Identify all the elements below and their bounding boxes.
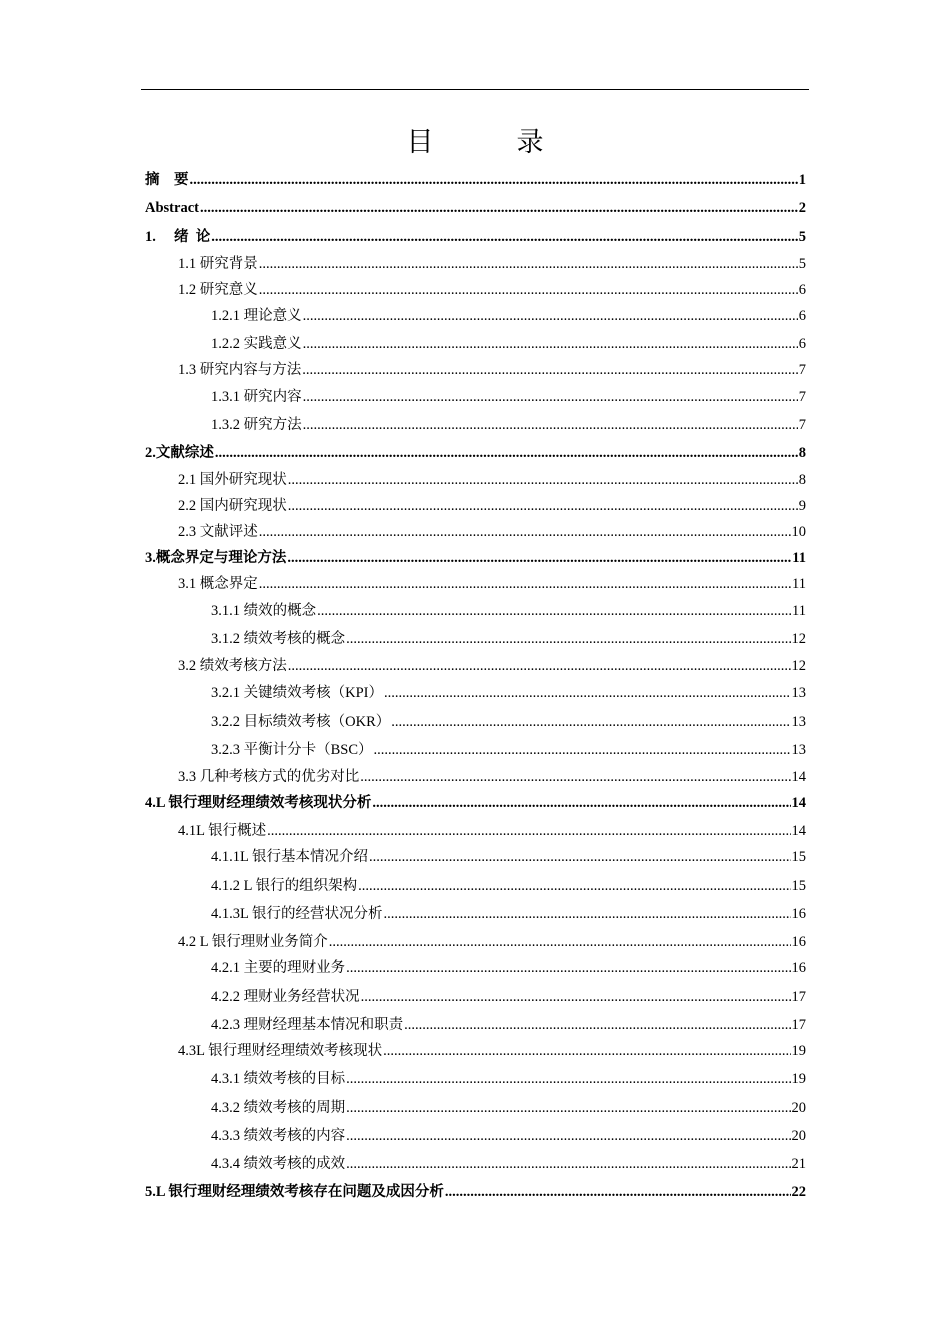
toc-entry-label: 1. 绪 论: [145, 229, 211, 245]
toc-dot-leader: [346, 628, 790, 650]
toc-entry-label: 4.1.2 L 银行的组织架构: [211, 878, 358, 894]
toc-entry-label: 4.2.3 理财经理基本情况和职责: [211, 1017, 404, 1033]
toc-entry-label: 3.1 概念界定: [178, 576, 258, 592]
toc-dot-leader: [259, 279, 798, 301]
toc-entry[interactable]: [178, 279, 806, 301]
toc-dot-leader: [303, 386, 798, 408]
toc-entry-page: 16: [791, 960, 806, 976]
toc-entry-page: 19: [791, 1071, 806, 1087]
toc-entry-page: 8: [798, 445, 806, 461]
toc-entry-label: 1.2.1 理论意义: [211, 308, 302, 324]
toc-entry-page: 1: [798, 172, 806, 188]
toc-entry-label: 1.3.2 研究方法: [211, 417, 302, 433]
toc-entry[interactable]: [211, 682, 806, 704]
toc-entry[interactable]: [211, 305, 806, 327]
toc-entry-label: 1.2.2 实践意义: [211, 336, 302, 352]
toc-entry[interactable]: [211, 1125, 806, 1147]
toc-entry[interactable]: [178, 1040, 806, 1062]
toc-dot-leader: [288, 655, 791, 677]
toc-entry-page: 17: [791, 1017, 806, 1033]
toc-entry-label: 3.1.1 绩效的概念: [211, 603, 317, 619]
toc-entry-label: 5.L 银行理财经理绩效考核存在问题及成因分析: [145, 1184, 444, 1200]
toc-dot-leader: [288, 469, 798, 491]
toc-entry-page: 7: [798, 417, 806, 433]
toc-entry-label: 2.2 国内研究现状: [178, 498, 287, 514]
toc-entry[interactable]: [211, 414, 806, 436]
toc-entry[interactable]: [211, 600, 806, 622]
toc-dot-leader: [445, 1181, 791, 1203]
toc-entry[interactable]: [178, 359, 806, 381]
toc-dot-leader: [358, 875, 790, 897]
toc-entry-label: 3.概念界定与理论方法: [145, 550, 287, 566]
toc-entry-page: 17: [791, 989, 806, 1005]
toc-entry-label: 摘 要: [145, 172, 189, 188]
toc-entry-label: 3.2.3 平衡计分卡（BSC）: [211, 742, 373, 758]
toc-entry[interactable]: [145, 169, 806, 191]
toc-entry[interactable]: [211, 628, 806, 650]
toc-entry-page: 13: [791, 685, 806, 701]
toc-entry-label: 2.文献综述: [145, 445, 214, 461]
toc-dot-leader: [287, 547, 791, 569]
toc-dot-leader: [190, 169, 798, 191]
toc-entry[interactable]: [211, 333, 806, 355]
toc-entry[interactable]: [211, 986, 806, 1008]
toc-entry-page: 11: [792, 576, 806, 592]
toc-entry-page: 14: [791, 795, 806, 811]
toc-dot-leader: [369, 846, 791, 868]
toc-entry-label: 3.1.2 绩效考核的概念: [211, 631, 346, 647]
toc-entry[interactable]: [145, 792, 806, 814]
toc-entry-page: 13: [791, 742, 806, 758]
toc-entry[interactable]: [211, 875, 806, 897]
toc-entry-label: 3.2.1 关键绩效考核（KPI）: [211, 685, 383, 701]
toc-entry-label: 4.1.1L 银行基本情况介绍: [211, 849, 368, 865]
toc-entry-label: 4.1.3L 银行的经营状况分析: [211, 906, 383, 922]
toc-entry-page: 20: [791, 1128, 806, 1144]
toc-entry-page: 11: [792, 550, 806, 566]
page-title: 目 录: [406, 127, 572, 158]
toc-dot-leader: [360, 766, 790, 788]
toc-entry-page: 15: [791, 849, 806, 865]
toc-entry-label: 4.3.4 绩效考核的成效: [211, 1156, 346, 1172]
toc-entry-page: 16: [791, 906, 806, 922]
toc-entry-page: 8: [798, 472, 806, 488]
toc-entry[interactable]: [145, 547, 806, 569]
toc-entry-page: 2: [798, 200, 806, 216]
toc-dot-leader: [384, 682, 791, 704]
toc-entry-page: 6: [798, 336, 806, 352]
toc-entry-label: 4.2.2 理财业务经营状况: [211, 989, 360, 1005]
toc-entry-page: 19: [791, 1043, 806, 1059]
toc-entry-page: 5: [798, 229, 806, 245]
toc-entry-label: 4.L 银行理财经理绩效考核现状分析: [145, 795, 372, 811]
toc-dot-leader: [346, 1153, 790, 1175]
toc-dot-leader: [303, 414, 798, 436]
toc-entry[interactable]: [211, 1153, 806, 1175]
toc-entry-label: 1.2 研究意义: [178, 282, 258, 298]
toc-entry-label: 2.3 文献评述: [178, 524, 258, 540]
toc-entry-page: 13: [791, 714, 806, 730]
toc-entry-page: 21: [791, 1156, 806, 1172]
toc-dot-leader: [317, 600, 791, 622]
toc-entry-label: 4.3.1 绩效考核的目标: [211, 1071, 346, 1087]
toc-entry-page: 16: [791, 934, 806, 950]
toc-dot-leader: [404, 1014, 790, 1036]
toc-dot-leader: [346, 1068, 790, 1090]
toc-dot-leader: [329, 931, 791, 953]
toc-entry[interactable]: [145, 442, 806, 464]
toc-entry-label: 2.1 国外研究现状: [178, 472, 287, 488]
toc-entry-label: 4.3L 银行理财经理绩效考核现状: [178, 1043, 383, 1059]
toc-dot-leader: [211, 226, 798, 248]
toc-entry-label: 1.1 研究背景: [178, 256, 258, 272]
toc-dot-leader: [215, 442, 798, 464]
toc-entry-page: 9: [798, 498, 806, 514]
toc-dot-leader: [346, 1125, 790, 1147]
toc-entry[interactable]: [178, 766, 806, 788]
toc-dot-leader: [361, 986, 791, 1008]
toc-entry[interactable]: [178, 820, 806, 842]
toc-entry-label: Abstract: [145, 200, 199, 216]
toc-dot-leader: [303, 333, 798, 355]
toc-entry-page: 14: [791, 823, 806, 839]
toc-entry-page: 22: [791, 1184, 806, 1200]
toc-entry[interactable]: [211, 957, 806, 979]
toc-dot-leader: [346, 957, 790, 979]
toc-dot-leader: [200, 197, 798, 219]
toc-entry-page: 11: [792, 603, 806, 619]
toc-entry[interactable]: [178, 655, 806, 677]
toc-entry-page: 6: [798, 308, 806, 324]
toc-entry[interactable]: [211, 711, 806, 733]
toc-entry[interactable]: [178, 469, 806, 491]
toc-entry[interactable]: [178, 253, 806, 275]
toc-entry[interactable]: [211, 903, 806, 925]
toc-entry[interactable]: [211, 1068, 806, 1090]
toc-dot-leader: [302, 359, 798, 381]
toc-dot-leader: [259, 521, 791, 543]
toc-entry-label: 4.1L 银行概述: [178, 823, 267, 839]
toc-entry-page: 20: [791, 1100, 806, 1116]
toc-entry-page: 7: [798, 389, 806, 405]
toc-dot-leader: [288, 495, 798, 517]
toc-entry-label: 3.2.2 目标绩效考核（OKR）: [211, 714, 391, 730]
toc-entry[interactable]: [178, 573, 806, 595]
toc-entry[interactable]: [211, 846, 806, 868]
toc-entry-page: 10: [791, 524, 806, 540]
toc-dot-leader: [303, 305, 798, 327]
toc-entry-page: 7: [798, 362, 806, 378]
toc-entry[interactable]: [211, 739, 806, 761]
toc-entry-label: 1.3 研究内容与方法: [178, 362, 302, 378]
toc-entry-page: 6: [798, 282, 806, 298]
toc-entry[interactable]: [178, 521, 806, 543]
toc-entry[interactable]: [145, 1181, 806, 1203]
toc-dot-leader: [374, 739, 791, 761]
toc-dot-leader: [267, 820, 790, 842]
toc-entry-page: 15: [791, 878, 806, 894]
toc-entry[interactable]: [211, 386, 806, 408]
toc-dot-leader: [346, 1097, 790, 1119]
toc-dot-leader: [259, 573, 791, 595]
toc-entry-label: 3.2 绩效考核方法: [178, 658, 287, 674]
toc-entry-label: 4.2.1 主要的理财业务: [211, 960, 346, 976]
toc-entry-page: 14: [791, 769, 806, 785]
toc-entry-page: 5: [798, 256, 806, 272]
toc-entry-label: 3.3 几种考核方式的优劣对比: [178, 769, 360, 785]
toc-entry[interactable]: [211, 1014, 806, 1036]
toc-dot-leader: [372, 792, 790, 814]
toc-entry-page: 12: [791, 631, 806, 647]
toc-entry[interactable]: [211, 1097, 806, 1119]
toc-dot-leader: [259, 253, 798, 275]
toc-entry[interactable]: [145, 197, 806, 219]
toc-dot-leader: [383, 903, 790, 925]
toc-entry-label: 4.3.3 绩效考核的内容: [211, 1128, 346, 1144]
toc-entry[interactable]: [178, 931, 806, 953]
toc-entry-label: 1.3.1 研究内容: [211, 389, 302, 405]
toc-entry[interactable]: [178, 495, 806, 517]
toc-entry[interactable]: [145, 226, 806, 248]
toc-entry-label: 4.2 L 银行理财业务简介: [178, 934, 328, 950]
toc-entry-label: 4.3.2 绩效考核的周期: [211, 1100, 346, 1116]
toc-entry-page: 12: [791, 658, 806, 674]
toc-dot-leader: [391, 711, 790, 733]
toc-dot-leader: [383, 1040, 790, 1062]
